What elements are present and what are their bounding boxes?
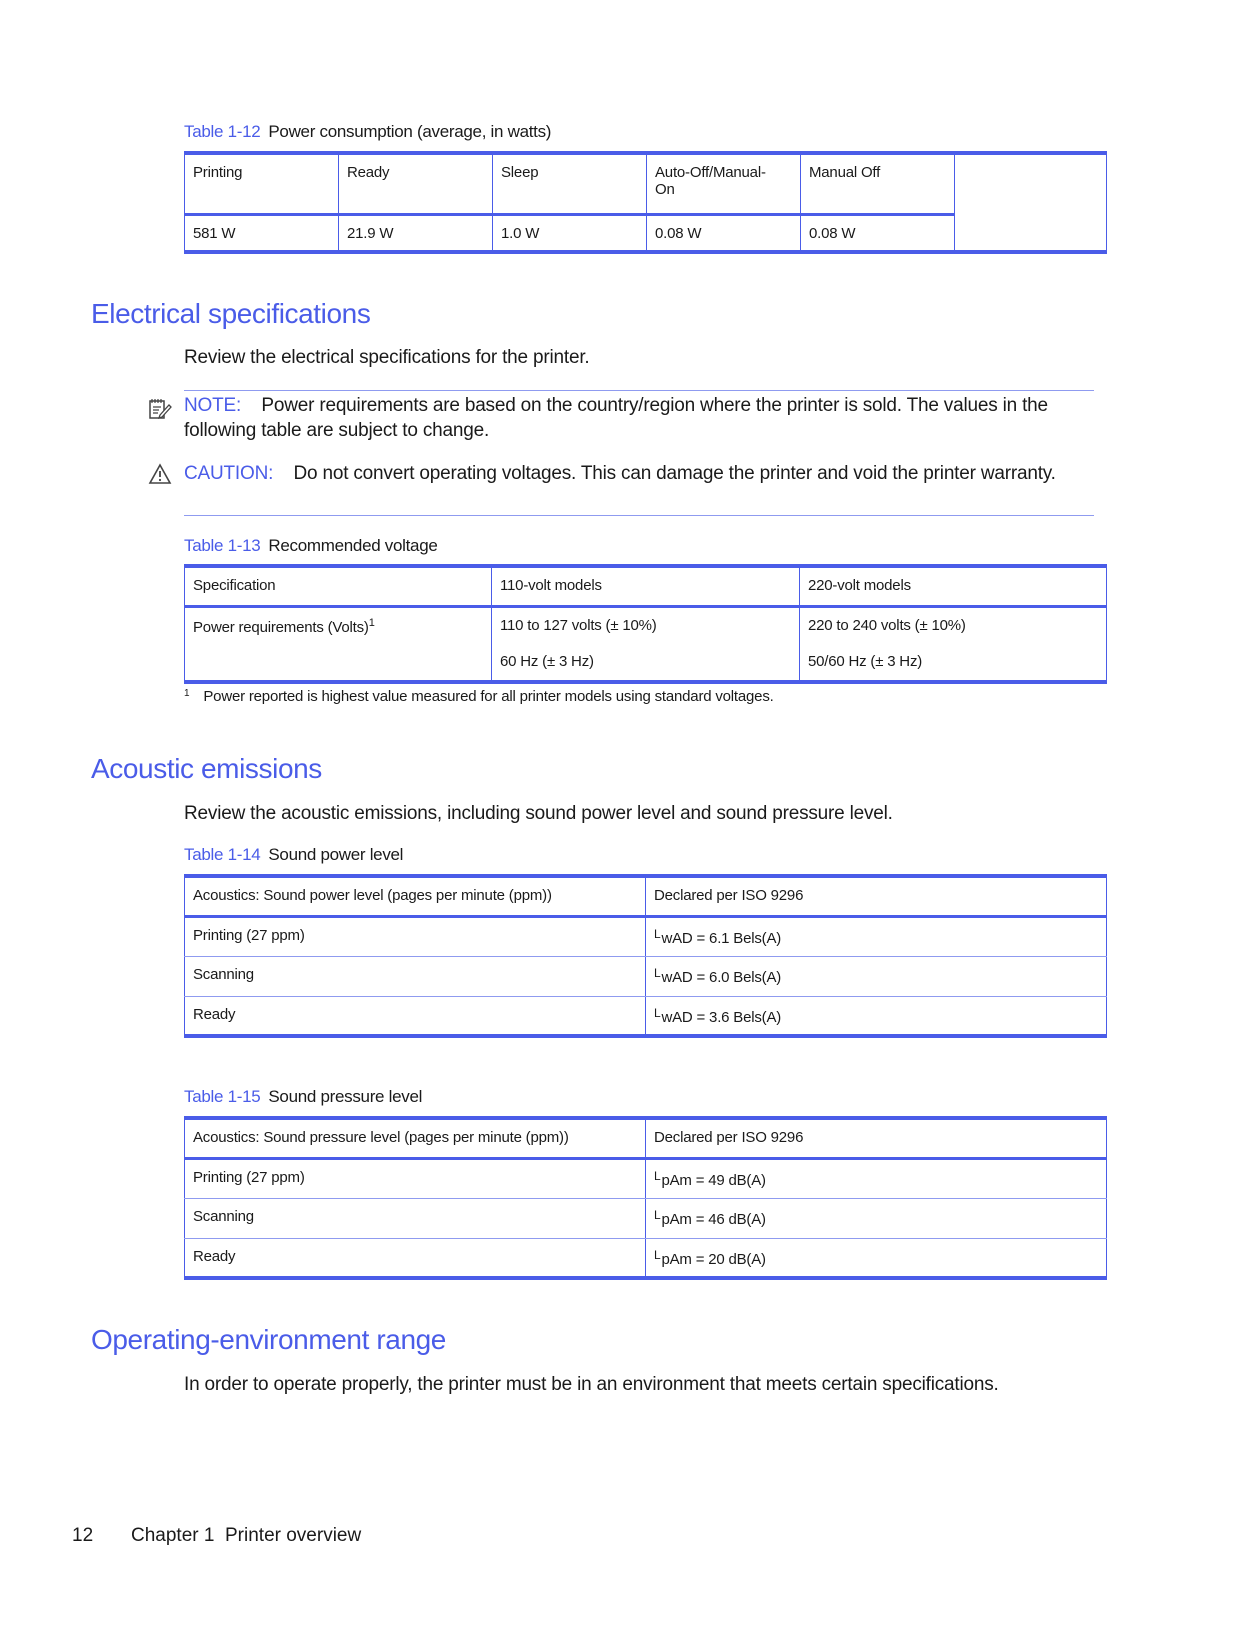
header-cell: Auto-Off/Manual-On	[647, 153, 801, 214]
note-block	[184, 393, 1084, 443]
note-pencil-icon	[148, 397, 172, 426]
footnote-text: Power reported is highest value measured for all printer models using standard voltages.	[203, 688, 774, 705]
header-cell: Sleep	[493, 153, 647, 214]
value-cell: 1.0 W	[493, 214, 647, 252]
value-text: pAm = 49 dB(A)	[661, 1171, 766, 1189]
header-cell: Printing	[185, 153, 339, 214]
table-row	[185, 606, 1107, 682]
frequency: 60 Hz (± 3 Hz)	[500, 652, 594, 670]
symbol-l: L	[654, 1247, 661, 1262]
header-cell: Acoustics: Sound pressure level (pages per minute (ppm))	[185, 1118, 646, 1158]
section-heading-acoustic: Acoustic emissions	[91, 753, 322, 784]
value-cell	[646, 1158, 1107, 1198]
symbol-l: L	[654, 926, 661, 941]
symbol-l: L	[654, 1168, 661, 1183]
sound-pressure-table	[184, 1116, 1107, 1280]
table-1-12-caption	[184, 122, 551, 142]
table-row	[185, 956, 1107, 996]
mode-cell: Printing (27 ppm)	[185, 916, 646, 956]
footnote-mark: 1	[184, 688, 190, 699]
caution-label: CAUTION:	[184, 463, 274, 484]
value-cell	[646, 956, 1107, 996]
header-cell: Manual Off	[801, 153, 955, 214]
value-text: wAD = 6.1 Bels(A)	[661, 929, 782, 947]
table-title: Power consumption (average, in watts)	[268, 122, 552, 141]
spec-label-cell	[185, 606, 492, 682]
header-cell: Specification	[185, 566, 492, 606]
symbol-l: L	[654, 1207, 661, 1222]
value-cell	[646, 1238, 1107, 1278]
section-heading-operating: Operating-environment range	[91, 1324, 446, 1355]
note-text: Power requirements are based on the country/region where the printer is sold. The values in the following table are subject to change.	[184, 395, 1048, 441]
value-cell: 21.9 W	[339, 214, 493, 252]
table-row	[185, 996, 1107, 1036]
chapter-label: Chapter 1 Printer overview	[131, 1525, 362, 1546]
note-top-rule	[184, 390, 1094, 391]
value-text: wAD = 3.6 Bels(A)	[661, 1008, 782, 1026]
value-text: wAD = 6.0 Bels(A)	[661, 968, 782, 986]
table-footnote	[184, 688, 774, 705]
table-header-row	[185, 1118, 1107, 1158]
table-title: Sound pressure level	[268, 1087, 423, 1106]
symbol-l: L	[654, 965, 661, 980]
table-1-15-caption	[184, 1087, 422, 1107]
operating-intro: In order to operate properly, the printer must be in an environment that meets certain specifications.	[184, 1374, 999, 1395]
table-row	[185, 1158, 1107, 1198]
table-row	[185, 916, 1107, 956]
value-cell: 581 W	[185, 214, 339, 252]
header-cell: 220-volt models	[800, 566, 1107, 606]
warning-triangle-icon	[148, 463, 172, 490]
table-row	[185, 214, 1107, 252]
voltage-range: 220 to 240 volts (± 10%)	[808, 616, 966, 634]
value-cell: 0.08 W	[647, 214, 801, 252]
table-title: Sound power level	[268, 845, 404, 864]
table-1-13-caption	[184, 536, 438, 556]
table-header-row	[185, 566, 1107, 606]
header-cell: Declared per ISO 9296	[646, 876, 1107, 916]
value-text: pAm = 20 dB(A)	[661, 1250, 766, 1268]
spec-label: Power requirements (Volts)	[193, 618, 369, 636]
value-text: pAm = 46 dB(A)	[661, 1210, 766, 1228]
table-title: Recommended voltage	[268, 536, 438, 555]
value-cell: 0.08 W	[801, 214, 955, 252]
footnote-ref: 1	[368, 616, 375, 629]
mode-cell: Ready	[185, 996, 646, 1036]
frequency: 50/60 Hz (± 3 Hz)	[808, 652, 923, 670]
symbol-l: L	[654, 1005, 661, 1020]
caution-block	[184, 461, 1084, 486]
header-cell: Ready	[339, 153, 493, 214]
mode-cell: Scanning	[185, 956, 646, 996]
table-header-row	[185, 153, 1107, 214]
mode-cell: Scanning	[185, 1198, 646, 1238]
empty-cell	[955, 153, 1107, 214]
voltage-range: 110 to 127 volts (± 10%)	[500, 616, 657, 634]
table-number: Table 1-12	[184, 122, 261, 141]
note-label: NOTE:	[184, 395, 242, 416]
table-number: Table 1-15	[184, 1087, 261, 1106]
header-cell: Acoustics: Sound power level (pages per minute (ppm))	[185, 876, 646, 916]
value-cell	[646, 916, 1107, 956]
value-cell	[646, 1198, 1107, 1238]
value-cell	[800, 606, 1107, 682]
mode-cell: Printing (27 ppm)	[185, 1158, 646, 1198]
power-consumption-table	[184, 151, 1107, 254]
acoustic-intro: Review the acoustic emissions, including sound power level and sound pressure level.	[184, 803, 893, 824]
sound-power-table	[184, 874, 1107, 1038]
header-cell: Declared per ISO 9296	[646, 1118, 1107, 1158]
recommended-voltage-table	[184, 564, 1107, 684]
table-1-14-caption	[184, 845, 403, 865]
electrical-intro: Review the electrical specifications for the printer.	[184, 347, 590, 368]
table-row	[185, 1238, 1107, 1278]
section-heading-electrical: Electrical specifications	[91, 298, 371, 329]
value-cell	[492, 606, 800, 682]
table-number: Table 1-13	[184, 536, 261, 555]
page-number: 12	[72, 1525, 94, 1546]
value-cell	[646, 996, 1107, 1036]
table-number: Table 1-14	[184, 845, 261, 864]
table-row	[185, 1198, 1107, 1238]
caution-bottom-rule	[184, 515, 1094, 516]
header-cell: 110-volt models	[492, 566, 800, 606]
mode-cell: Ready	[185, 1238, 646, 1278]
caution-text: Do not convert operating voltages. This can damage the printer and void the printer warranty.	[293, 463, 1056, 484]
empty-cell	[955, 214, 1107, 252]
table-header-row	[185, 876, 1107, 916]
